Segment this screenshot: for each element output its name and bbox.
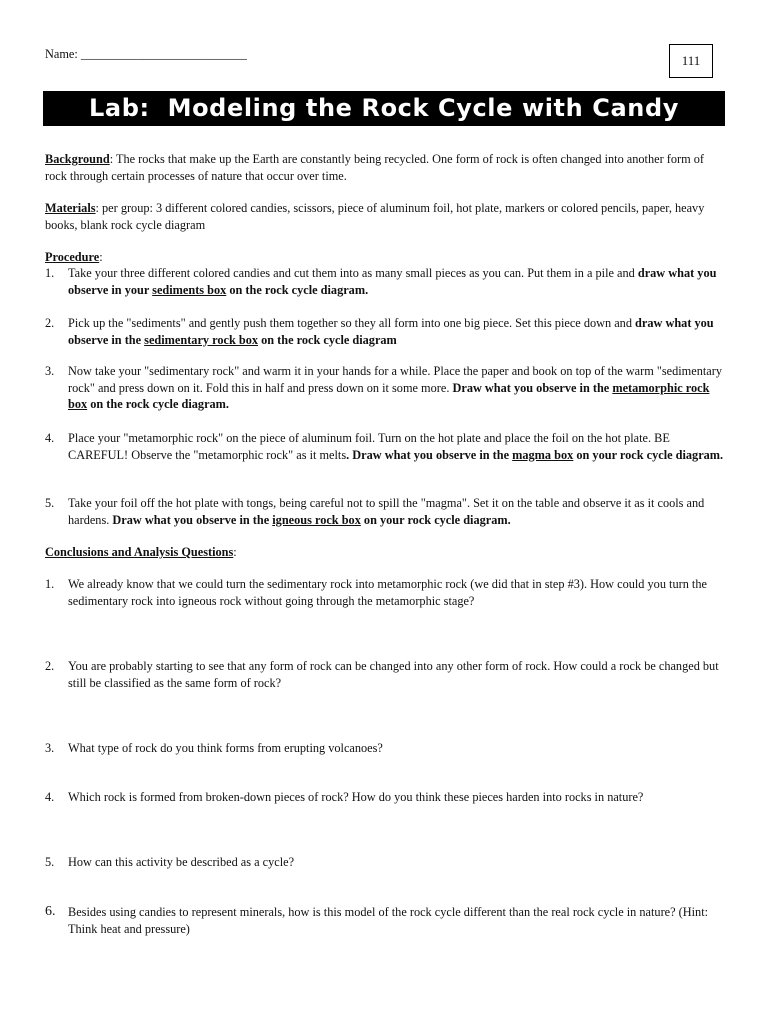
question-item [45, 658, 725, 691]
step-bold-end: on your rock cycle diagram. [360, 512, 511, 527]
procedure-step [45, 430, 725, 463]
page-number: 111 [681, 52, 701, 68]
materials-text: : per group: 3 different colored candies, scissors, piece of aluminum foil, hot plate, markers or colored pencils, paper, heavy books, blank rock cycle diagram [45, 201, 705, 232]
step-text: Take your foil off the hot plate with tongs, being careful not to spill the "magma". Set it on the table and observe it as it cools and hardens. [68, 496, 705, 527]
step-bold: Draw what you observe in the [452, 380, 613, 395]
name-label: Name: [45, 47, 78, 61]
step-number: 3. [45, 364, 55, 378]
question-item [45, 789, 725, 806]
background-section [45, 151, 725, 184]
question-item [45, 576, 725, 609]
step-number: 1. [45, 266, 55, 280]
question-text: How can this activity be described as a cycle? [68, 855, 295, 869]
step-text: Pick up the "sediments" and gently push them together so they all form into one big piece. Set this piece down and [68, 316, 636, 330]
step-bold-end: on your rock cycle diagram. [573, 447, 724, 462]
step-text: Now take your "sedimentary rock" and warm it in your hands for a while. Place the paper and book on top of the warm "sedimentary rock" and press down on it. Fold this in half and press down on it some more. [68, 364, 722, 395]
step-bold: draw what you observe in your [68, 266, 717, 297]
step-bold: draw what you observe in the [68, 316, 714, 347]
step-bold: . Draw what you observe in the [346, 447, 513, 462]
procedure-heading: Procedure [45, 250, 100, 264]
background-text: : The rocks that make up the Earth are constantly being recycled. One form of rock is often changed into another form of rock through certain processes of nature that occur over time. [45, 152, 704, 183]
step-number: 2. [45, 316, 55, 330]
procedure-step [45, 495, 725, 528]
procedure-colon: : [99, 250, 103, 264]
question-item [45, 904, 725, 937]
question-number: 3. [45, 741, 55, 755]
step-number: 5. [45, 496, 55, 510]
step-underlined: igneous rock box [272, 512, 361, 527]
question-item [45, 740, 725, 757]
step-bold-end: on the rock cycle diagram [258, 332, 397, 347]
step-underlined: sediments box [152, 282, 227, 297]
materials-section [45, 200, 725, 233]
procedure-heading-line [45, 249, 725, 266]
procedure-step [45, 315, 725, 348]
title-banner [43, 91, 725, 126]
question-text: What type of rock do you think forms from erupting volcanoes? [68, 741, 383, 755]
name-field[interactable] [45, 46, 247, 63]
step-bold: Draw what you observe in the [112, 512, 273, 527]
question-number: 5. [45, 855, 55, 869]
conclusions-heading: Conclusions and Analysis Questions [45, 545, 234, 559]
question-text: You are probably starting to see that any form of rock can be changed into any other form of rock. How could a rock be changed but still be classified as the same form of rock? [68, 659, 719, 690]
question-number: 2. [45, 659, 55, 673]
question-text: Which rock is formed from broken-down pieces of rock? How do you think these pieces harden into rocks in nature? [68, 790, 644, 804]
step-text: Place your "metamorphic rock" on the piece of aluminum foil. Turn on the hot plate and place the foil on the hot plate. BE CAREFUL! Observe the "metamorphic rock" as it melts [68, 431, 670, 462]
page-number-box [669, 44, 713, 78]
question-number: 6. [45, 904, 56, 919]
step-text: Take your three different colored candies and cut them into as many small pieces as you can. Put them in a pile and [68, 266, 638, 280]
question-text: Besides using candies to represent minerals, how is this model of the rock cycle different than the real rock cycle in nature? (Hint: Think heat and pressure) [68, 905, 709, 936]
background-heading: Background [45, 152, 110, 166]
step-underlined: metamorphic rock box [68, 380, 710, 411]
step-underlined: magma box [512, 447, 574, 462]
step-bold-end: on the rock cycle diagram. [226, 282, 369, 297]
conclusions-heading-line [45, 544, 725, 561]
step-bold-end: on the rock cycle diagram. [87, 397, 229, 411]
procedure-step [45, 265, 725, 298]
materials-heading: Materials [45, 201, 96, 215]
question-number: 4. [45, 790, 55, 804]
page-title: Lab: Modeling the Rock Cycle with Candy [89, 94, 679, 123]
step-number: 4. [45, 431, 55, 445]
conclusions-colon: : [233, 545, 237, 559]
step-underlined: sedimentary rock box [144, 332, 259, 347]
question-text: We already know that we could turn the sedimentary rock into metamorphic rock (we did that in step #3). How could you turn the sedimentary rock into igneous rock without going through the metamorphic stage? [68, 577, 707, 608]
procedure-step [45, 363, 725, 413]
question-item [45, 854, 725, 871]
name-blank[interactable]: ___________________________ [80, 47, 247, 61]
question-number: 1. [45, 577, 55, 591]
